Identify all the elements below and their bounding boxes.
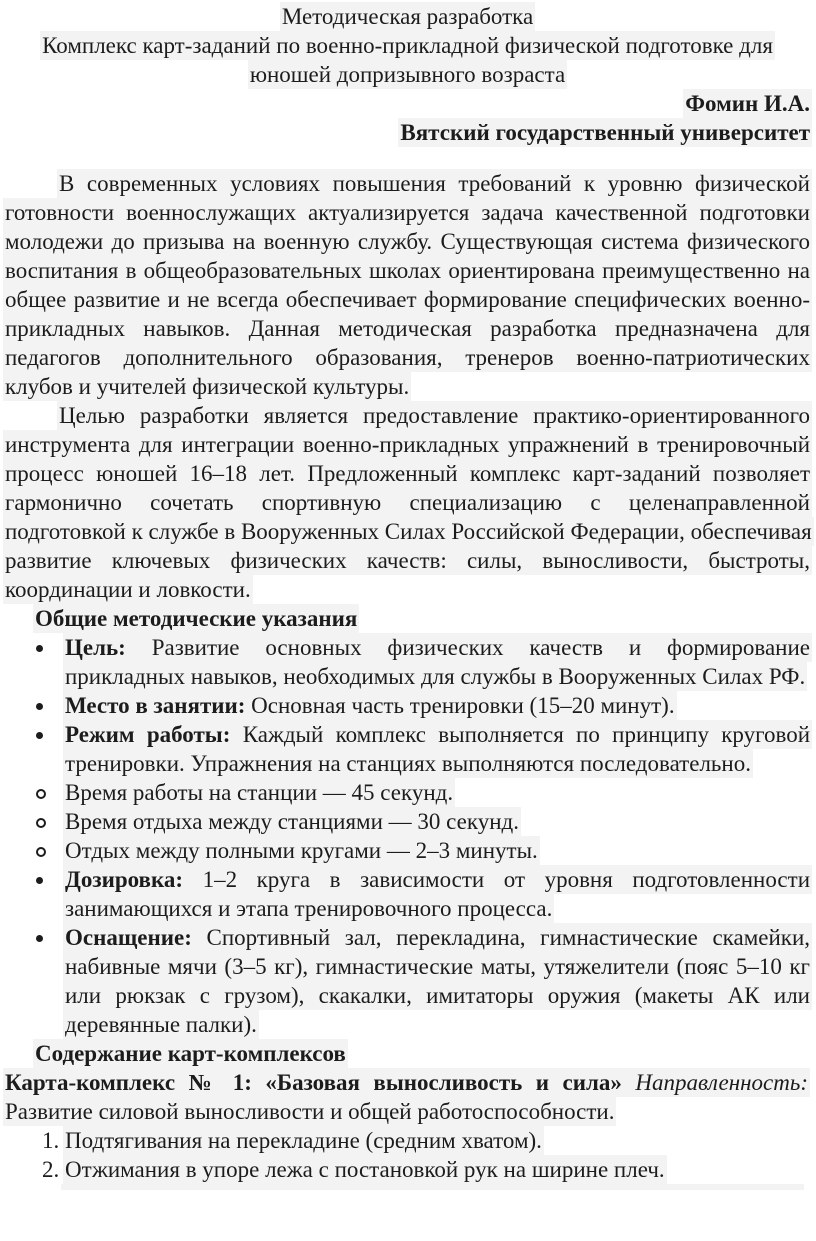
exercise-text: Подтягивания на перекладине (средним хватом). [65,1128,542,1153]
exercise-item-1 [3,1126,812,1155]
intro-paragraph-2: Целью разработки является предоставление практико-ориентированного инструмента для интеграции военно-прикладных упражнений в тренировочный процесс юношей 16–18 лет. Предложенный комплекс карт-заданий позволяет гармонично сочетать спортивную специализацию с целенаправленной подготовкой к службе в Вооруженных Силах Российской Федерации, обеспечивая развитие ключевых физических качеств: силы, выносливости, быстроты, координации и ловкости. [5,403,812,602]
next-line-clipped-highlight [61,1184,804,1190]
card1-intro [3,1068,812,1126]
list-item-place [3,691,812,720]
item-text: Отдых между полными кругами — 2–3 минуты. [65,838,538,863]
item-text: 1–2 круга в зависимости от уровня подготовленности занимающихся и этапа тренировочного процесса. [65,867,811,921]
item-label: Режим работы: [65,722,231,747]
bullet-disc-icon [36,877,43,884]
exercise-text: Отжимания в упоре лежа с постановкой рук на ширине плеч. [65,1157,665,1182]
item-label: Дозировка: [65,867,184,892]
list-item-mode [3,720,812,778]
affiliation-text: Вятский государственный университет [400,120,810,145]
card1-direction-label: Направленность: [635,1070,808,1095]
exercise-number: 2. [42,1157,60,1182]
author-text: Фомин И.А. [685,91,810,116]
bullet-disc-icon [36,732,43,739]
section-heading-guidelines: Общие методические указания [35,606,358,631]
document-title [3,2,812,31]
subtitle-text: Комплекс карт-заданий по военно-прикладной физической подготовке для юношей допризывного возраста [42,33,773,87]
list-item-dosage [3,865,812,923]
item-label: Место в занятии: [65,693,246,718]
item-text: Каждый комплекс выполняется по принципу круговой тренировки. Упражнения на станциях выполняются последовательно. [65,722,810,776]
item-text: Основная часть тренировки (15–20 минут). [251,693,675,718]
sub-list-item-work-time [3,778,812,807]
bullet-disc-icon [36,703,43,710]
card1-direction-text: Развитие силовой выносливости и общей работоспособности. [5,1099,615,1124]
bullet-disc-icon [36,935,43,942]
bullet-circle-icon [36,847,46,857]
bullet-circle-icon [36,789,46,799]
sub-list-item-rest-time [3,807,812,836]
bullet-circle-icon [36,818,46,828]
section-heading-contents: Содержание карт-комплексов [35,1041,346,1066]
exercise-number: 1. [42,1128,60,1153]
list-item-goal [3,633,812,691]
title-text: Методическая разработка [281,4,534,29]
card1-title: Карта-комплекс № 1: «Базовая выносливость и сила» [5,1070,622,1095]
author-line [3,89,812,118]
list-item-equipment [3,923,812,1039]
document-subtitle [3,31,812,89]
item-label: Цель: [65,635,126,660]
blank-line [3,147,812,169]
intro-paragraph-1: В современных условиях повышения требований к уровню физической готовности военнослужащих актуализируется задача качественной подготовки молодежи до призыва на военную службу. Существующая система физического воспитания в общеобразовательных школах ориентирована преимущественно на общее развитие и не всегда обеспечивает формирование специфических военно-прикладных навыков. Данная методическая разработка предназначена для педагогов дополнительного образования, тренеров военно-патриотических клубов и учителей физической культуры. [5,171,810,399]
bullet-disc-icon [36,645,43,652]
item-text: Время отдыха между станциями — 30 секунд. [65,809,519,834]
sub-list-item-round-rest [3,836,812,865]
affiliation-line [3,118,812,147]
item-text: Время работы на станции — 45 секунд. [65,780,454,805]
item-text: Спортивный зал, перекладина, гимнастические скамейки, набивные мячи (3–5 кг), гимнастические маты, утяжелители (пояс 5–10 кг или рюкзак с грузом), скакалки, имитаторы оружия (макеты АК или деревянные палки). [65,925,811,1037]
exercise-item-2 [3,1155,812,1184]
item-label: Оснащение: [65,925,192,950]
item-text: Развитие основных физических качеств и формирование прикладных навыков, необходимых для службы в Вооруженных Силах РФ. [65,635,810,689]
